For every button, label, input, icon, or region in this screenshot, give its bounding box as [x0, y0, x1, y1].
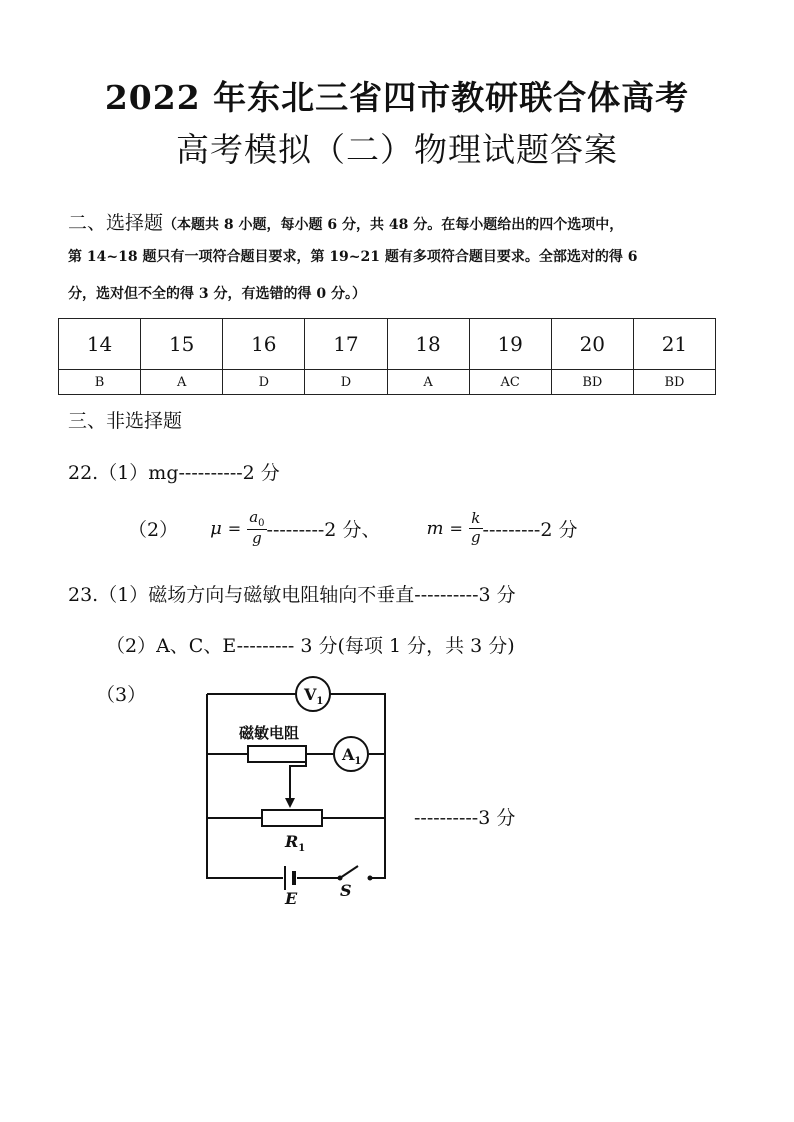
circuit-switch-wire	[370, 818, 385, 878]
answer-cell: B	[59, 370, 141, 395]
title-line-2: 高考模拟（二）物理试题答案	[176, 130, 618, 169]
question-number: 19	[469, 319, 551, 370]
rheostat-label	[284, 832, 305, 854]
m-score: ---------2 分	[482, 518, 578, 541]
q23-part-3-label: （3）	[96, 684, 147, 706]
mu-symbol: μ	[210, 517, 222, 539]
q23-part-1: 23.（1）磁场方向与磁敏电阻轴向不垂直----------3 分	[68, 584, 516, 606]
question-number: 17	[305, 319, 387, 370]
mu-denominator: g	[252, 529, 262, 548]
answer-cell: D	[223, 370, 305, 395]
voltmeter-letter: V	[304, 685, 317, 704]
equals-sign: =	[227, 518, 242, 538]
mu-numerator-sub: 0	[258, 517, 265, 529]
answer-cell: A	[141, 370, 223, 395]
voltmeter-sub: 1	[316, 696, 324, 707]
question-number: 18	[387, 319, 469, 370]
answer-cell: AC	[469, 370, 551, 395]
title-line-1: 2022 年东北三省四市教研联合体高考	[104, 78, 690, 117]
m-numerator: k	[469, 510, 483, 528]
switch-blade	[340, 866, 358, 878]
voltmeter-label	[303, 685, 323, 707]
mu-score: ---------2 分、	[266, 518, 381, 541]
rheostat-r1	[262, 810, 322, 826]
ammeter-letter: A	[342, 745, 355, 764]
question-number: 16	[223, 319, 305, 370]
answer-cell: BD	[633, 370, 715, 395]
question-number: 21	[633, 319, 715, 370]
circuit-left-wire	[207, 694, 283, 878]
switch-contact-right	[368, 876, 373, 881]
magneto-resistor-label: 磁敏电阻	[239, 724, 300, 742]
q22-part-1: 22.（1）mg----------2 分	[68, 462, 280, 484]
q22-part-2-label: （2）	[128, 518, 179, 541]
equals-sign: =	[449, 518, 463, 538]
section-2-instruction-2: 第 14~18 题只有一项符合题目要求，第 19~21 题有多项符合题目要求。全部选对的得 6	[68, 249, 638, 265]
answer-cell: D	[305, 370, 387, 395]
magneto-resistor	[248, 746, 306, 762]
mu-numerator: a	[249, 507, 259, 526]
ammeter-sub: 1	[354, 756, 362, 767]
question-number: 14	[59, 319, 141, 370]
q23-part-2: （2）A、C、E--------- 3 分(每项 1 分，共 3 分)	[106, 635, 515, 657]
m-symbol: m	[426, 517, 444, 539]
q23-part-3-score: ----------3 分	[414, 807, 516, 829]
section-2-instruction-3: 分，选对但不全的得 3 分，有选错的得 0 分。）	[68, 286, 366, 302]
answer-cell: BD	[551, 370, 633, 395]
section-3-heading: 三、非选择题	[68, 410, 183, 432]
ammeter-label	[341, 745, 361, 767]
answer-cell: A	[387, 370, 469, 395]
rheostat-sub: 1	[298, 843, 306, 854]
switch-label: S	[340, 881, 352, 900]
section-2-heading: 二、选择题	[68, 212, 164, 234]
m-denominator: g	[470, 527, 481, 546]
section-2-instruction-1: （本题共 8 小题，每小题 6 分，共 48 分。在每小题给出的四个选项中，	[163, 217, 624, 233]
switch-contact-left	[338, 876, 343, 881]
question-number: 15	[141, 319, 223, 370]
rheostat-letter: R	[285, 832, 299, 851]
slider-arrow-icon	[285, 798, 295, 808]
question-number: 20	[551, 319, 633, 370]
battery-label: E	[285, 889, 298, 908]
